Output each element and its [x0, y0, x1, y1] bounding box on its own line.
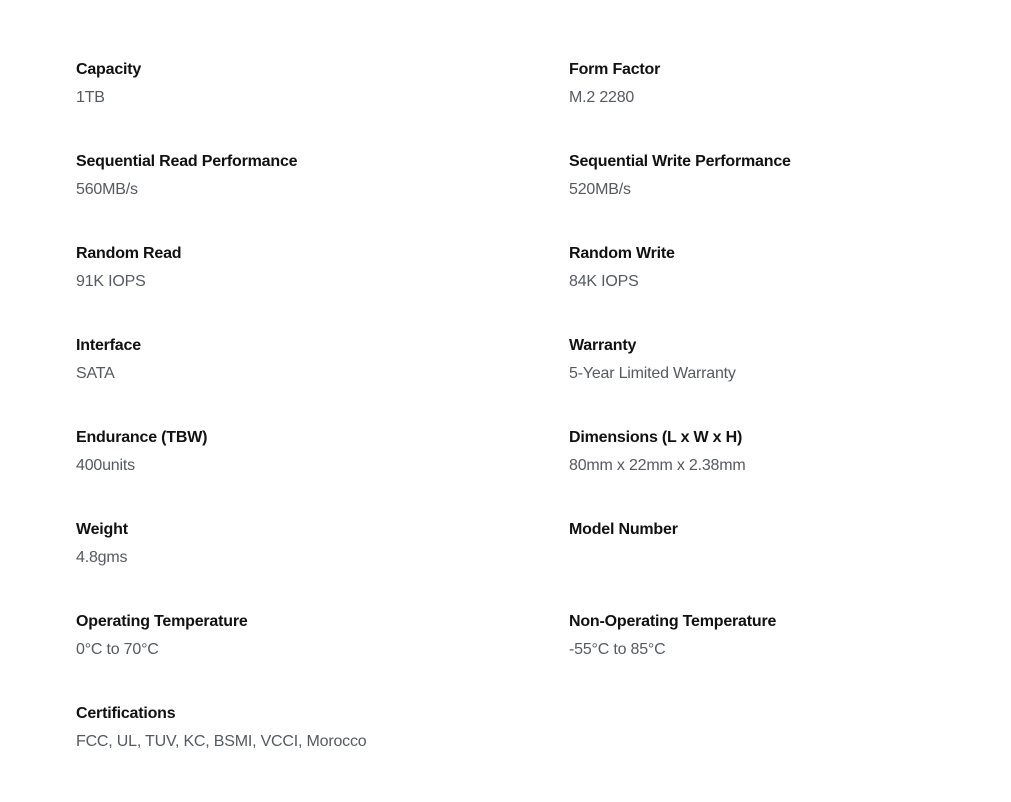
spec-label: Model Number	[569, 521, 678, 538]
spec-dimensions	[569, 428, 969, 520]
spec-value	[569, 548, 969, 568]
spec-label: Random Write	[569, 245, 675, 262]
spec-value: 84K IOPS	[569, 273, 639, 290]
spec-label: Random Read	[76, 245, 182, 262]
spec-label: Endurance (TBW)	[76, 429, 208, 446]
spec-label: Sequential Write Performance	[569, 153, 791, 170]
spec-certifications	[76, 704, 569, 796]
spec-value: 80mm x 22mm x 2.38mm	[569, 457, 746, 474]
spec-form-factor	[569, 60, 969, 152]
spec-operating-temperature	[76, 612, 569, 704]
spec-value: 1TB	[76, 89, 105, 106]
spec-label: Operating Temperature	[76, 613, 248, 630]
spec-label: Sequential Read Performance	[76, 153, 298, 170]
spec-label: Certifications	[76, 705, 176, 722]
spec-random-read	[76, 244, 569, 336]
spec-value: 91K IOPS	[76, 273, 146, 290]
spec-label: Interface	[76, 337, 141, 354]
spec-value: 400units	[76, 457, 135, 474]
spec-label: Dimensions (L x W x H)	[569, 429, 743, 446]
spec-sequential-read	[76, 152, 569, 244]
spec-non-operating-temperature	[569, 612, 969, 704]
spec-value: 560MB/s	[76, 181, 138, 198]
spec-capacity	[76, 60, 569, 152]
specifications-grid	[76, 60, 976, 796]
spec-value: M.2 2280	[569, 89, 635, 106]
spec-label: Form Factor	[569, 61, 661, 78]
spec-label: Capacity	[76, 61, 142, 78]
spec-label: Non-Operating Temperature	[569, 613, 777, 630]
spec-label: Warranty	[569, 337, 637, 354]
spec-warranty	[569, 336, 969, 428]
spec-model-number	[569, 520, 969, 612]
spec-interface	[76, 336, 569, 428]
spec-value: 4.8gms	[76, 549, 128, 566]
spec-value: 5-Year Limited Warranty	[569, 365, 736, 382]
spec-value: 520MB/s	[569, 181, 631, 198]
spec-value: 0°C to 70°C	[76, 641, 159, 658]
spec-weight	[76, 520, 569, 612]
spec-label: Weight	[76, 521, 128, 538]
spec-sequential-write	[569, 152, 969, 244]
spec-value: SATA	[76, 365, 115, 382]
spec-endurance	[76, 428, 569, 520]
spec-random-write	[569, 244, 969, 336]
spec-value: FCC, UL, TUV, KC, BSMI, VCCI, Morocco	[76, 733, 367, 750]
spec-value: -55°C to 85°C	[569, 641, 666, 658]
